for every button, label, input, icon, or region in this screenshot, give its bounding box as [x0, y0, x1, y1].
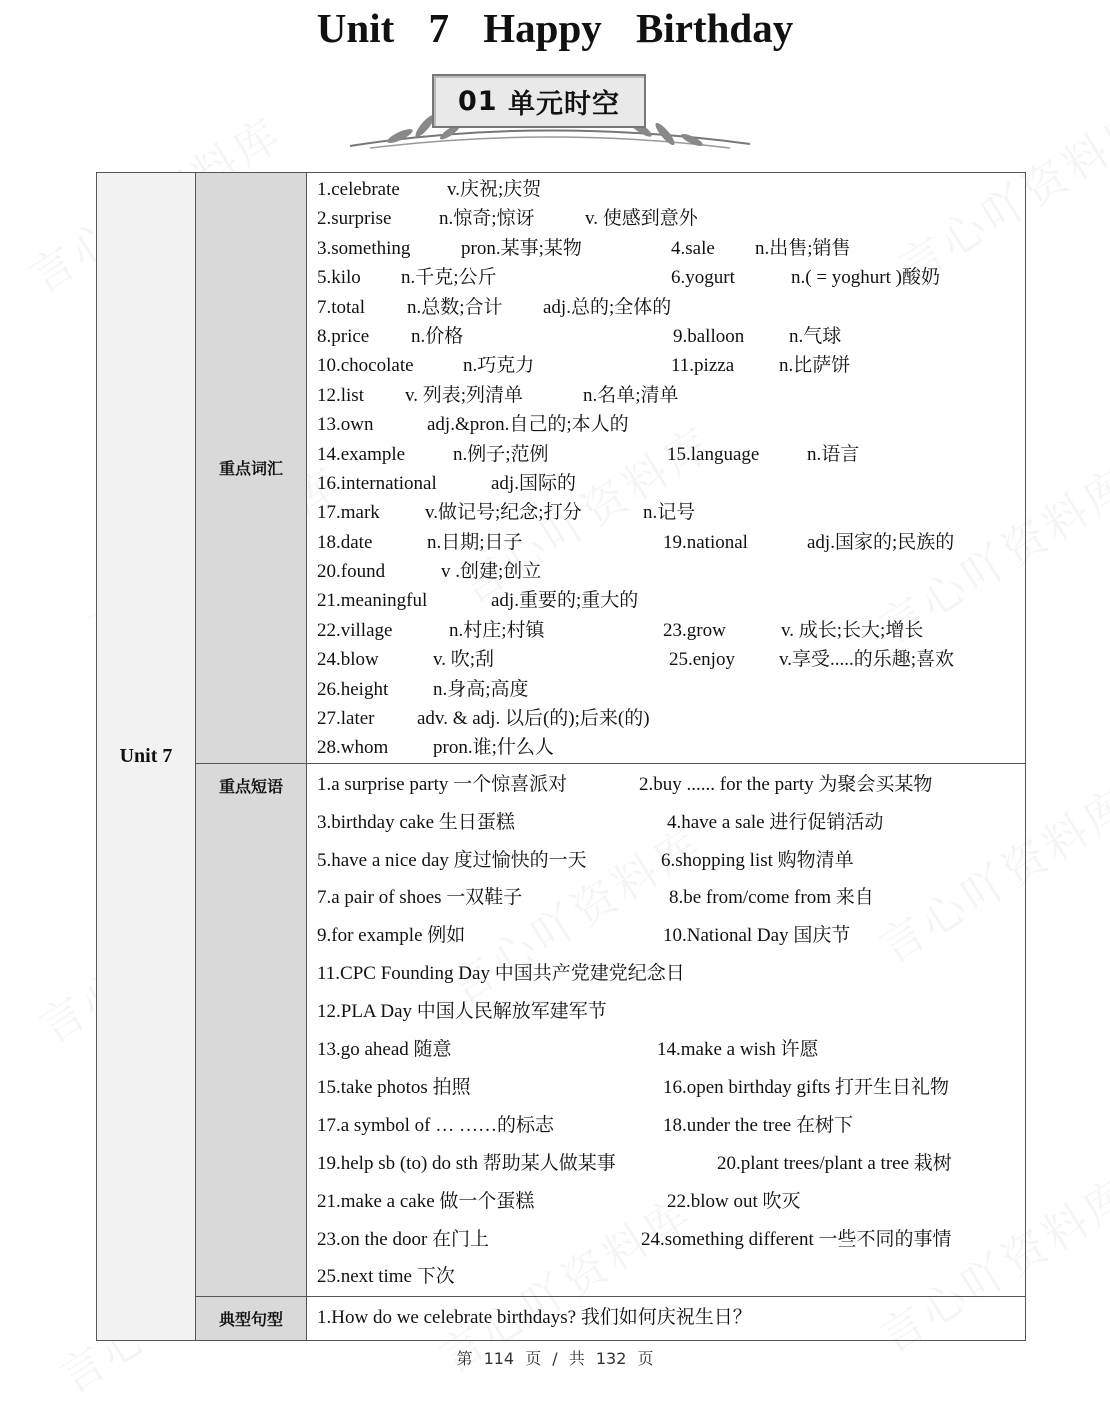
sentence-list	[307, 1297, 1026, 1341]
vocab-row	[317, 498, 1025, 527]
vocab-row	[317, 351, 1025, 380]
vocab-meaning: v.庆祝;庆贺	[447, 179, 542, 200]
page-footer: 第 114 页 / 共 132 页	[456, 1349, 654, 1368]
vocab-meaning: adj.国际的	[491, 472, 576, 494]
phrase-item: 25.next time 下次	[317, 1266, 455, 1288]
phrase-item: 9.for example 例如	[317, 925, 466, 947]
vocab-row	[317, 234, 1025, 263]
banner-label	[432, 74, 646, 128]
vocab-word: 16.international	[317, 472, 437, 494]
vocab-word: 4.sale	[671, 237, 715, 259]
vocab-row	[317, 645, 1025, 674]
vocab-word: v. 使感到意外	[585, 208, 698, 230]
phrase-item: 17.a symbol of … ……的标志	[317, 1114, 554, 1136]
vocab-word: 10.chocolate	[317, 355, 414, 377]
banner-text: 单元时空	[507, 88, 620, 120]
vocab-meaning: pron.谁;什么人	[433, 737, 554, 759]
vocab-meaning: v.做记号;纪念;打分	[425, 502, 582, 524]
phrase-row	[317, 766, 1025, 804]
vocab-meaning: adj.重要的;重大的	[491, 590, 639, 612]
sentence-label: 典型句型	[196, 1297, 307, 1341]
phrase-item: 7.a pair of shoes 一双鞋子	[317, 887, 523, 909]
vocab-meaning: n.村庄;村镇	[449, 619, 545, 641]
phrase-row	[317, 1258, 1025, 1296]
vocab-word: 19.national	[663, 531, 748, 553]
vocab-word: 13.own	[317, 414, 374, 436]
banner-number: 01	[458, 85, 498, 117]
vocab-word: 3.something	[317, 237, 411, 259]
vocab-row	[317, 410, 1025, 439]
phrase-item: 2.buy ...... for the party 为聚会买某物	[639, 773, 933, 795]
phrase-item: 19.help sb (to) do sth 帮助某人做某事	[317, 1152, 616, 1174]
vocab-meaning: adv. & adj. 以后(的);后来(的)	[417, 708, 650, 730]
vocab-meaning: n.巧克力	[463, 355, 535, 377]
vocab-meaning: v .创建;创立	[441, 561, 542, 583]
vocab-row	[317, 322, 1025, 351]
phrase-row	[317, 917, 1025, 955]
vocab-meaning: v. 列表;列清单	[405, 384, 524, 406]
phrase-item: 14.make a wish 许愿	[657, 1039, 819, 1061]
vocab-meaning: n.气球	[789, 325, 842, 347]
phrase-item: 4.have a sale 进行促销活动	[667, 811, 884, 833]
vocab-word: 27.later	[317, 708, 375, 730]
vocab-row	[317, 204, 1025, 233]
vocab-row	[317, 733, 1025, 762]
vocab-word: 8.price	[317, 325, 370, 347]
phrase-item: 3.birthday cake 生日蛋糕	[317, 811, 515, 833]
phrase-item: 24.something different 一些不同的事情	[641, 1228, 952, 1250]
vocab-word: 22.village	[317, 619, 393, 641]
phrase-item: 8.be from/come from 来自	[669, 887, 874, 909]
vocab-word: 9.balloon	[673, 325, 745, 347]
phrase-item: 23.on the door 在门上	[317, 1228, 490, 1250]
phrase-item: 10.National Day 国庆节	[663, 925, 851, 947]
phrase-item: 16.open birthday gifts 打开生日礼物	[663, 1076, 950, 1098]
vocab-row	[317, 381, 1025, 410]
vocab-row	[317, 616, 1025, 645]
vocab-word: 25.enjoy	[669, 649, 735, 671]
vocab-word: 1.celebrate	[317, 179, 400, 200]
vocab-word: adj.总的;全体的	[543, 296, 672, 318]
vocab-row	[317, 557, 1025, 586]
vocab-meaning: n.语言	[807, 443, 860, 465]
vocab-meaning: v.享受.....的乐趣;喜欢	[779, 649, 955, 671]
vocab-meaning: n.日期;日子	[427, 531, 523, 553]
vocab-word: 28.whom	[317, 737, 389, 759]
phrase-row	[317, 804, 1025, 842]
vocab-row	[317, 528, 1025, 557]
vocab-word: 14.example	[317, 443, 406, 465]
vocab-meaning: adj.国家的;民族的	[807, 531, 955, 553]
phrase-row	[317, 879, 1025, 917]
vocab-meaning: n.( = yoghurt )酸奶	[791, 267, 940, 289]
phrase-label: 重点短语	[196, 763, 307, 1296]
vocab-meaning: v. 成长;长大;增长	[781, 619, 924, 641]
vocab-word: 2.surprise	[317, 208, 392, 230]
phrase-item: 11.CPC Founding Day 中国共产党建党纪念日	[317, 963, 685, 985]
vocab-row	[317, 175, 1025, 204]
vocab-meaning: n.千克;公斤	[401, 267, 497, 289]
phrase-row	[317, 1069, 1025, 1107]
page-total: 132	[595, 1349, 627, 1368]
vocab-word: 20.found	[317, 561, 386, 583]
vocab-word: 24.blow	[317, 649, 379, 671]
vocab-row	[317, 586, 1025, 615]
vocab-word: 5.kilo	[317, 267, 361, 289]
vocab-word: 18.date	[317, 531, 373, 553]
phrase-row	[317, 1107, 1025, 1145]
vocab-list	[307, 173, 1026, 764]
phrase-item: 1.a surprise party 一个惊喜派对	[317, 773, 568, 795]
vocab-word: 15.language	[667, 443, 760, 465]
phrase-list	[307, 763, 1026, 1296]
phrase-row	[317, 1145, 1025, 1183]
phrase-row	[317, 1183, 1025, 1221]
vocab-word: 6.yogurt	[671, 267, 735, 289]
phrase-row	[317, 955, 1025, 993]
vocab-word: n.名单;清单	[583, 384, 679, 406]
vocab-meaning: adj.&pron.自己的;本人的	[427, 414, 629, 436]
phrase-row	[317, 1221, 1025, 1259]
vocab-meaning: n.出售;销售	[755, 237, 851, 259]
phrase-row	[317, 993, 1025, 1031]
phrase-item: 18.under the tree 在树下	[663, 1114, 853, 1136]
vocab-row	[317, 704, 1025, 733]
phrase-item: 22.blow out 吹灭	[667, 1190, 801, 1212]
vocab-meaning: n.身高;高度	[433, 678, 529, 700]
phrase-item: 5.have a nice day 度过愉快的一天	[317, 849, 587, 871]
vocab-meaning: n.例子;范例	[453, 443, 549, 465]
phrase-item: 13.go ahead 随意	[317, 1039, 452, 1061]
vocab-meaning: n.比萨饼	[779, 355, 851, 377]
vocab-word: 11.pizza	[671, 355, 735, 377]
vocab-row	[317, 469, 1025, 498]
vocab-row	[317, 293, 1025, 322]
vocab-meaning: n.惊奇;惊讶	[439, 208, 535, 230]
vocab-row	[317, 440, 1025, 469]
phrase-row	[317, 1031, 1025, 1069]
unit-cell: Unit 7	[97, 173, 196, 1341]
vocab-meaning: n.总数;合计	[407, 296, 503, 318]
vocab-word: 17.mark	[317, 502, 380, 524]
section-banner	[340, 66, 760, 164]
vocab-word: 23.grow	[663, 619, 726, 641]
phrase-item: 21.make a cake 做一个蛋糕	[317, 1190, 535, 1212]
vocab-word: 7.total	[317, 296, 366, 318]
page-number: 114	[483, 1349, 515, 1368]
vocab-word: 26.height	[317, 678, 389, 700]
sentence-item: 1.How do we celebrate birthdays? 我们如何庆祝生日？	[317, 1307, 752, 1329]
vocab-row	[317, 675, 1025, 704]
phrase-item: 12.PLA Day 中国人民解放军建军节	[317, 1001, 607, 1023]
unit-summary-table	[96, 172, 1026, 1341]
vocab-word: 21.meaningful	[317, 590, 428, 612]
vocab-row	[317, 263, 1025, 292]
phrase-item: 6.shopping list 购物清单	[661, 849, 854, 871]
vocab-word: n.记号	[643, 502, 696, 524]
vocab-meaning: pron.某事;某物	[461, 237, 582, 259]
page-title: Unit 7 Happy Birthday	[316, 5, 794, 51]
vocab-meaning: n.价格	[411, 325, 464, 347]
vocab-word: 12.list	[317, 384, 364, 406]
phrase-item: 20.plant trees/plant a tree 栽树	[717, 1152, 952, 1174]
vocab-meaning: v. 吹;刮	[433, 649, 495, 671]
phrase-row	[317, 842, 1025, 880]
phrase-item: 15.take photos 拍照	[317, 1076, 471, 1098]
vocab-label: 重点词汇	[196, 173, 307, 764]
